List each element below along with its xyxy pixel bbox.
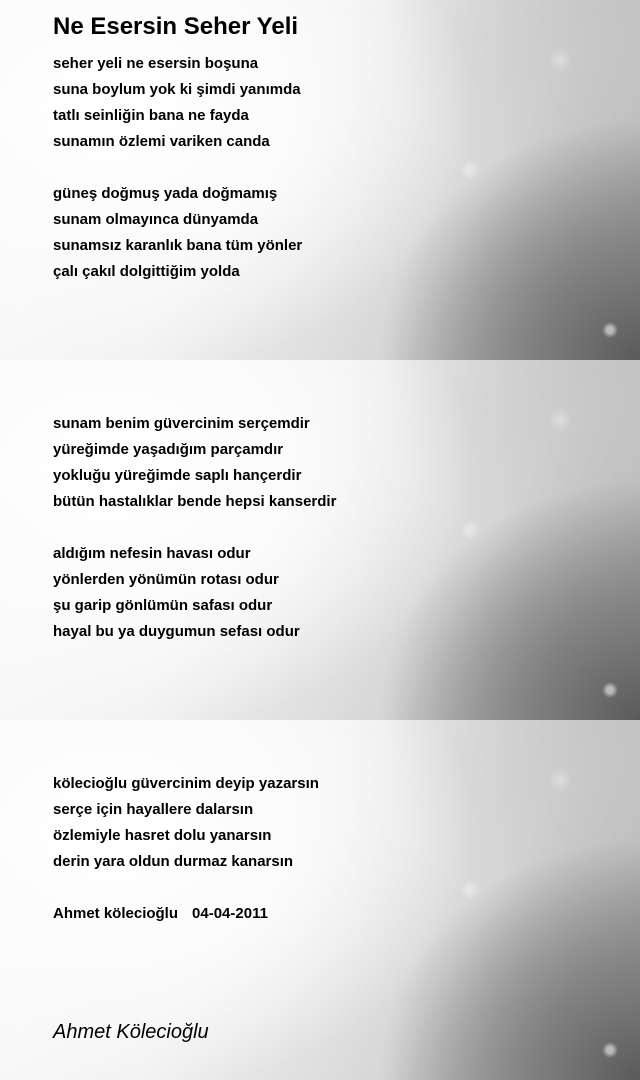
stanza-5 [53,771,319,875]
poem-line: kölecioğlu güvercinim deyip yazarsın [53,775,319,792]
poem-line: tatlı seinliğin bana ne fayda [53,107,249,124]
poem-line: şu garip gönlümün safası odur [53,597,273,614]
poem-line: seher yeli ne esersin boşuna [53,55,259,72]
poem-line: suna boylum yok ki şimdi yanımda [53,81,301,98]
poem-line: derin yara oldun durmaz kanarsın [53,853,294,870]
poem-line: aldığım nefesin havası odur [53,545,251,562]
signature-line [53,901,268,927]
stanza-2 [53,181,302,285]
stanza-1 [53,51,301,155]
signature-date: 04-04-2011 [192,905,268,922]
poem-line: hayal bu ya duygumun sefası odur [53,623,300,640]
poem-line: sunam olmayınca dünyamda [53,211,259,228]
poem-line: sunamsız karanlık bana tüm yönler [53,237,303,254]
poem-line: çalı çakıl dolgittiğim yolda [53,263,240,280]
poem-panel-1 [0,0,640,360]
poem-line: sunam benim güvercinim serçemdir [53,415,310,432]
poem-line: serçe için hayallere dalarsın [53,801,254,818]
poem-line: yüreğimde yaşadığım parçamdır [53,441,284,458]
poem-panel-2 [0,360,640,720]
poem-line: güneş doğmuş yada doğmamış [53,185,278,202]
author-name: Ahmet Kölecioğlu [53,1021,209,1043]
poem-line: bütün hastalıklar bende hepsi kanserdir [53,493,337,510]
poem-line: yönlerden yönümün rotası odur [53,571,279,588]
stanza-4 [53,541,300,645]
poem-line: özlemiyle hasret dolu yanarsın [53,827,272,844]
poem-title: Ne Esersin Seher Yeli [53,13,299,40]
poem-line: yokluğu yüreğimde saplı hançerdir [53,467,302,484]
signature-name: Ahmet kölecioğlu [53,905,179,922]
stanza-3 [53,411,336,515]
poem-line: sunamın özlemi variken canda [53,133,270,150]
poem-panel-3 [0,720,640,1080]
